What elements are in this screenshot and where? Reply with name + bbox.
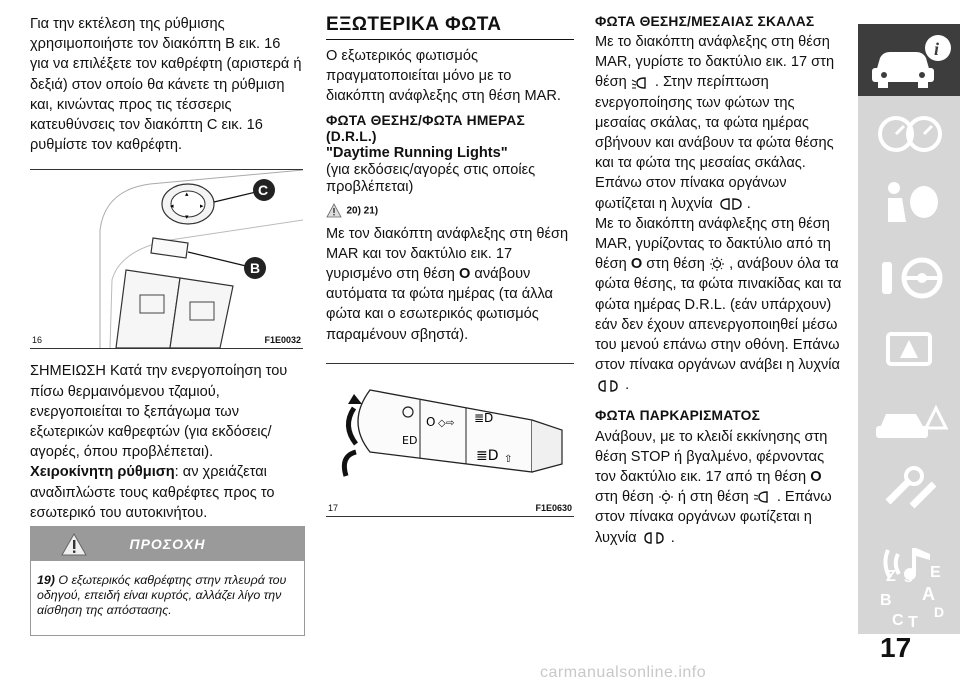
- drl-text-b: ανάβουν αυτόματα τα φώτα ημέρας (τα άλλα φώτα και ο εσωτερικός φωτισμός παραμένουν σβηστά).: [326, 266, 553, 343]
- drl-availability: (για εκδόσεις/αγορές στις οποίες προβλέπεται): [326, 161, 536, 195]
- steering-wheel-icon: [858, 240, 960, 312]
- parking-beam-icon: [753, 490, 773, 504]
- svg-text:ED: ED: [402, 433, 418, 447]
- p3-e: .: [670, 529, 675, 546]
- svg-text:◂: ◂: [170, 202, 174, 211]
- index-letter-s: S: [904, 570, 913, 585]
- svg-text:≣D: ≣D: [474, 410, 494, 425]
- wrench-icon: [858, 456, 960, 528]
- manual-adjust-text: [30, 462, 303, 523]
- svg-text:▸: ▸: [200, 202, 204, 211]
- p3-a: Ανάβουν, με το κλειδί εκκίνησης στη θέση STOP ή βγαλμένο, φέρνοντας τον δακτύλιο εικ. 17 από τη θέση: [595, 428, 828, 486]
- side-lights-icon: [709, 257, 725, 271]
- parking-lights-text: [595, 427, 845, 548]
- middle-column: [326, 14, 574, 517]
- index-letter-e: E: [930, 564, 941, 581]
- title-rule: [326, 39, 574, 40]
- tab-dashboard[interactable]: [858, 96, 960, 168]
- warning-text: [31, 561, 304, 619]
- p1-c: .: [746, 195, 751, 212]
- index-letter-b: B: [880, 592, 892, 609]
- index-letter-a: A: [922, 584, 935, 604]
- tab-safety[interactable]: [858, 168, 960, 240]
- tab-starting-driving[interactable]: [858, 240, 960, 312]
- warning-number: 19): [37, 573, 55, 587]
- figure-16-code: F1E0032: [264, 335, 301, 346]
- chapter-sidebar: [858, 24, 960, 634]
- right-column: [595, 14, 845, 548]
- warning-body: Ο εξωτερικός καθρέφτης στην πλευρά του οδηγού, επειδή είναι κυρτός, αλλάζει λίγο την αίσθηση της απόστασης.: [37, 573, 287, 618]
- svg-text:i: i: [934, 39, 940, 59]
- svg-text:▴: ▴: [185, 190, 189, 199]
- svg-text:O: O: [426, 414, 436, 429]
- tab-car-info[interactable]: [858, 24, 960, 96]
- figure-16: [30, 169, 303, 349]
- svg-text:⇨: ⇨: [446, 417, 455, 429]
- figure-16-label-b: B: [250, 260, 261, 277]
- index-letter-c: C: [892, 612, 904, 629]
- p2-c: , ανάβουν όλα τα φώτα θέσης, τα φώτα πινακίδας και τα φώτα ημέρας D.R.L. (εάν υπάρχουν) εάν δεν έχουν απενεργοποιηθεί μέσω του μενού επάνω στην οθόνη. Επάνω στον πίνακα οργάνων ανάβει η λυχνία: [595, 256, 842, 374]
- drl-subheading: "Daytime Running Lights": [326, 144, 508, 161]
- drl-heading: ΦΩΤΑ ΘΕΣΗΣ/ΦΩΤΑ ΗΜΕΡΑΣ (D.R.L.): [326, 112, 525, 144]
- section-title: ΕΞΩΤΕΡΙΚΑ ΦΩΤΑ: [326, 14, 502, 35]
- index-letter-z: Z: [886, 568, 896, 585]
- p2-a: Με το διακόπτη ανάφλεξης στη θέση MAR, γυρίζοντας το δακτύλιο από τη θέση: [595, 215, 831, 273]
- exterior-lights-intro: Ο εξωτερικός φωτισμός πραγματοποιείται μόνο με το διακόπτη ανάφλεξης στη θέση MAR.: [326, 48, 561, 105]
- warning-title: ΠΡΟΣΟΧΗ: [129, 536, 206, 552]
- drl-ref-numbers: 20) 21): [346, 204, 379, 216]
- defrost-note: ΣΗΜΕΙΩΣΗ Κατά την ενεργοποίηση του πίσω θερμαινόμενου τζαμιού, ενεργοποιείται το ξεπάγωμα των εξωτερικών καθρεφτών (για εκδόσεις/αγορές, όπου προβλέπεται).: [30, 363, 288, 461]
- position-o: O: [458, 266, 471, 283]
- parking-side-icon: [658, 490, 674, 504]
- warning-box: [30, 526, 305, 636]
- p3-b: στη θέση: [595, 489, 654, 506]
- figure-16-label-c: C: [258, 182, 269, 199]
- p3-position-o: O: [810, 469, 822, 486]
- position-lights-text-1: [595, 32, 845, 214]
- airbag-icon: [858, 168, 960, 240]
- drl-text: [326, 224, 574, 345]
- position-lights-text-2: [595, 214, 845, 396]
- p3-d: . Επάνω στον πίνακα οργάνων φωτίζεται η λυχνία: [595, 489, 832, 546]
- p2-b: στη θέση: [646, 256, 705, 273]
- dipped-beam-icon: [631, 76, 651, 90]
- side-lights-lamp-icon: [595, 379, 621, 393]
- drl-text-a: Με τον διακόπτη ανάφλεξης στη θέση MAR και τον δακτύλιο εικ. 17 γυρισμένο στη θέση: [326, 225, 569, 283]
- figure-17-code: F1E0630: [535, 502, 572, 513]
- dipped-beam-lamp-icon: [717, 197, 743, 211]
- tab-maintenance[interactable]: [858, 456, 960, 528]
- index-letter-t: T: [908, 614, 918, 631]
- drl-refs: [326, 202, 574, 220]
- index-letter-d: D: [934, 604, 945, 620]
- position-lights-heading: ΦΩΤΑ ΘΕΣΗΣ/ΜΕΣΑΙΑΣ ΣΚΑΛΑΣ: [595, 14, 815, 29]
- page-number: 17: [880, 632, 912, 663]
- svg-text:≣D: ≣D: [476, 447, 499, 464]
- manual-adjust-label: Χειροκίνητη ρύθμιση: [30, 464, 175, 481]
- warning-header: [31, 527, 304, 561]
- tab-warning-lights[interactable]: [858, 312, 960, 384]
- parking-lamp-icon: [641, 531, 667, 545]
- warning-light-icon: [858, 312, 960, 384]
- car-info-icon: [858, 24, 960, 96]
- p2-d: .: [625, 377, 630, 394]
- watermark: carmanualsonline.info: [540, 664, 707, 681]
- light-stalk-illustration: [326, 364, 574, 516]
- svg-text:⇧: ⇧: [504, 453, 513, 465]
- p3-c: ή στη θέση: [677, 489, 749, 506]
- p2-position-o: O: [630, 256, 643, 273]
- small-warning-icon: [326, 203, 342, 218]
- manual-adjust-body: : αν χρειάζεται αναδιπλώστε τους καθρέφτες προς το εσωτερικό του αυτοκινήτου.: [30, 464, 275, 521]
- figure-17-number: 17: [328, 502, 339, 513]
- figure-16-number: 16: [32, 335, 43, 346]
- parking-lights-heading: ΦΩΤΑ ΠΑΡΚΑΡΙΣΜΑΤΟΣ: [595, 407, 761, 423]
- p1-b: . Στην περίπτωση ενεργοποίησης των φώτων της μεσαίας σκάλας, τα φώτα ημέρας σβήνουν και ανάβουν τα φώτα θέσης και τα φώτα της μεσαίας σκάλας. Επάνω στον πίνακα οργάνων φωτίζεται η λυχνία: [595, 74, 834, 212]
- breakdown-icon: [858, 384, 960, 456]
- svg-text:◇: ◇: [438, 417, 446, 429]
- figure-17: [326, 363, 574, 517]
- tab-index[interactable]: [858, 562, 960, 634]
- dashboard-icon: [858, 96, 960, 168]
- left-column: [30, 14, 303, 523]
- tab-emergency[interactable]: [858, 384, 960, 456]
- p1-a: Με το διακόπτη ανάφλεξης στη θέση MAR, γυρίστε το δακτύλιο εικ. 17 στη θέση: [595, 34, 835, 91]
- svg-text:▾: ▾: [185, 213, 189, 222]
- mirror-adjust-text: Για την εκτέλεση της ρύθμισης χρησιμοποιήστε τον διακόπτη B εικ. 16 για να επιλέξετε τον καθρέφτη (αριστερά ή δεξιά) στον οποίο θα κάνετε τη ρύθμιση και, κινώντας προς τις τέσσερις κατευθύνσεις τον διακόπτη C εικ. 16 ρυθμίστε τον καθρέφτη.: [30, 16, 302, 154]
